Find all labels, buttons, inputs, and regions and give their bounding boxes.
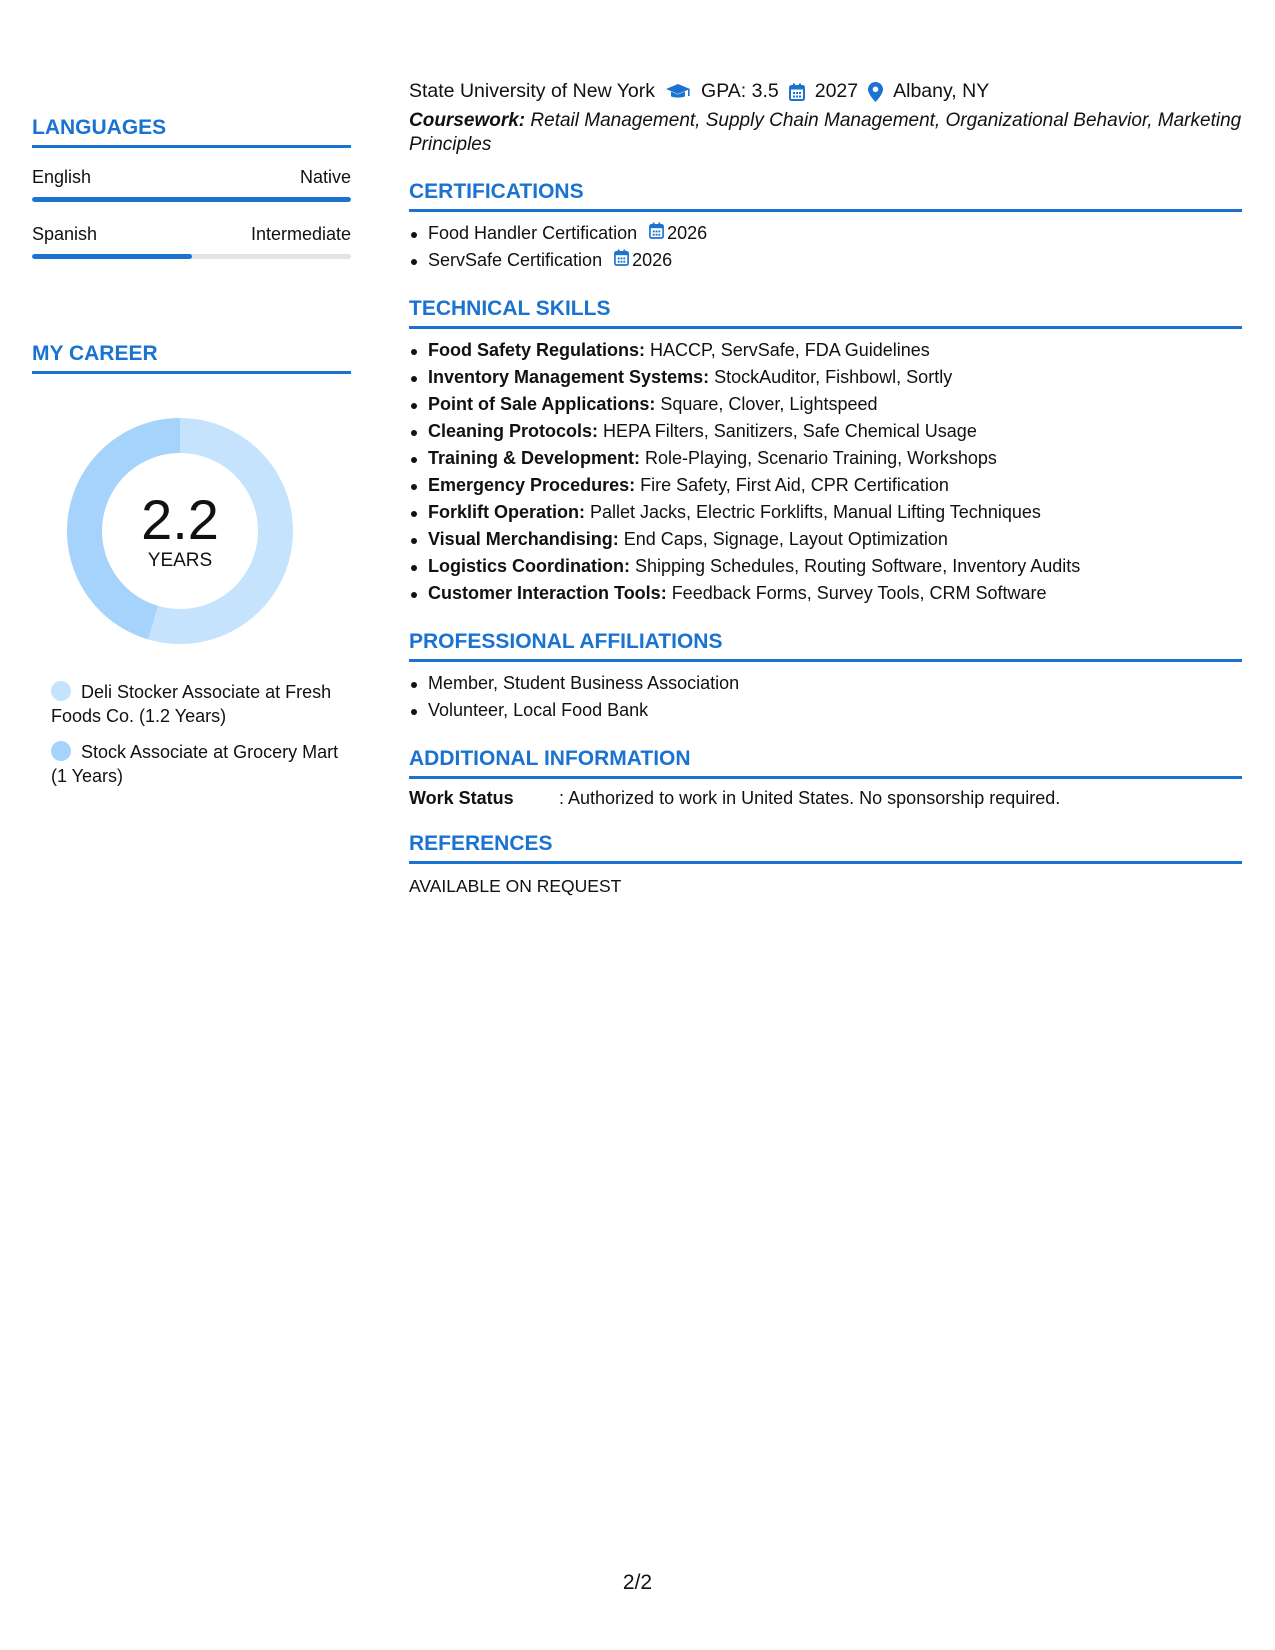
skill-label: Food Safety Regulations: [428,340,646,360]
page-number: 2/2 [622,1571,653,1594]
skill-item [409,580,1242,607]
calendar-icon [789,83,805,101]
career-legend [32,680,351,788]
language-name: English [32,167,92,187]
references-section [409,832,1242,897]
donut-center [67,418,293,644]
language-name: Spanish [32,224,98,244]
certifications-list [409,220,1242,274]
certifications-section [409,180,1242,274]
skill-label: Training & Development: [428,448,641,468]
skill-value: HACCP, ServSafe, FDA Guidelines [645,340,930,360]
career-heading: MY CAREER [32,342,351,374]
coursework [409,109,1242,157]
skill-label: Inventory Management Systems: [428,367,710,387]
certification-year: 2026 [667,223,708,243]
language-proficiency-fill [32,254,192,259]
certifications-heading: CERTIFICATIONS [409,180,1242,212]
skill-item [409,445,1242,472]
school-location: Albany, NY [893,80,990,102]
career-legend-item [51,680,351,728]
coursework-label: Coursework: [409,110,526,131]
career-legend-item [51,740,351,788]
legend-label: Deli Stocker Associate at Fresh Foods Co. (1.2 Years) [51,682,332,726]
graduation-cap-icon [665,83,691,101]
right-column [409,80,1242,897]
school-name: State University of New York [409,80,656,102]
skill-item [409,418,1242,445]
skill-label: Forklift Operation: [428,502,585,522]
language-proficiency-fill [32,197,351,202]
career-total-unit: YEARS [147,550,213,571]
skill-value: Shipping Schedules, Routing Software, Inventory Audits [630,556,1081,576]
skill-item [409,472,1242,499]
language-proficiency-bar [32,197,351,202]
legend-dot-icon [51,741,71,761]
language-item-english [32,167,351,202]
skill-item [409,364,1242,391]
additional-info-section [409,747,1242,809]
affiliation-item: Volunteer, Local Food Bank [409,697,1242,724]
references-heading: REFERENCES [409,832,1242,864]
education-line [409,80,1242,103]
skill-value: End Caps, Signage, Layout Optimization [618,529,948,549]
work-status-value: : Authorized to work in United States. No sponsorship required. [559,788,1061,808]
skill-value: HEPA Filters, Sanitizers, Safe Chemical Usage [598,421,977,441]
language-proficiency-bar [32,254,351,259]
career-donut-chart [67,418,293,644]
calendar-icon [614,247,632,274]
skill-item [409,337,1242,364]
additional-info-heading: ADDITIONAL INFORMATION [409,747,1242,779]
gpa: GPA: 3.5 [701,80,779,102]
skill-item [409,391,1242,418]
legend-label: Stock Associate at Grocery Mart (1 Years) [51,742,339,786]
references-text: AVAILABLE ON REQUEST [409,876,622,896]
affiliations-list [409,670,1242,724]
technical-skills-list [409,337,1242,607]
certification-name: Food Handler Certification [428,223,638,243]
legend-dot-icon [51,681,71,701]
skill-value: Fire Safety, First Aid, CPR Certification [635,475,949,495]
skill-item [409,526,1242,553]
left-column [32,116,351,788]
calendar-icon [649,220,667,247]
language-level: Intermediate [250,224,351,244]
skill-label: Point of Sale Applications: [428,394,656,414]
graduation-year: 2027 [814,80,859,102]
work-status-label: Work Status [409,788,514,808]
skill-label: Logistics Coordination: [428,556,630,576]
affiliation-item: Member, Student Business Association [409,670,1242,697]
work-status-row [409,788,1242,809]
skill-value: StockAuditor, Fishbowl, Sortly [709,367,953,387]
certification-item [409,220,1242,247]
language-item-spanish [32,224,351,259]
languages-heading: LANGUAGES [32,116,351,148]
career-total-value: 2.2 [141,488,219,551]
coursework-list: Retail Management, Supply Chain Management, Organizational Behavior, Marketing Principles [409,110,1242,155]
certification-year: 2026 [632,250,673,270]
affiliations-section [409,630,1242,724]
certification-item [409,247,1242,274]
technical-skills-heading: TECHNICAL SKILLS [409,297,1242,329]
technical-skills-section [409,297,1242,607]
certification-name: ServSafe Certification [428,250,603,270]
language-level: Native [299,167,351,187]
skill-value: Feedback Forms, Survey Tools, CRM Software [666,583,1047,603]
location-pin-icon [868,82,883,102]
skill-value: Role-Playing, Scenario Training, Workshops [640,448,997,468]
skill-label: Cleaning Protocols: [428,421,599,441]
skill-label: Emergency Procedures: [428,475,636,495]
affiliations-heading: PROFESSIONAL AFFILIATIONS [409,630,1242,662]
skill-item [409,553,1242,580]
skill-value: Square, Clover, Lightspeed [655,394,878,414]
skill-label: Customer Interaction Tools: [428,583,667,603]
skill-value: Pallet Jacks, Electric Forklifts, Manual Lifting Techniques [585,502,1041,522]
skill-label: Visual Merchandising: [428,529,619,549]
skill-item [409,499,1242,526]
